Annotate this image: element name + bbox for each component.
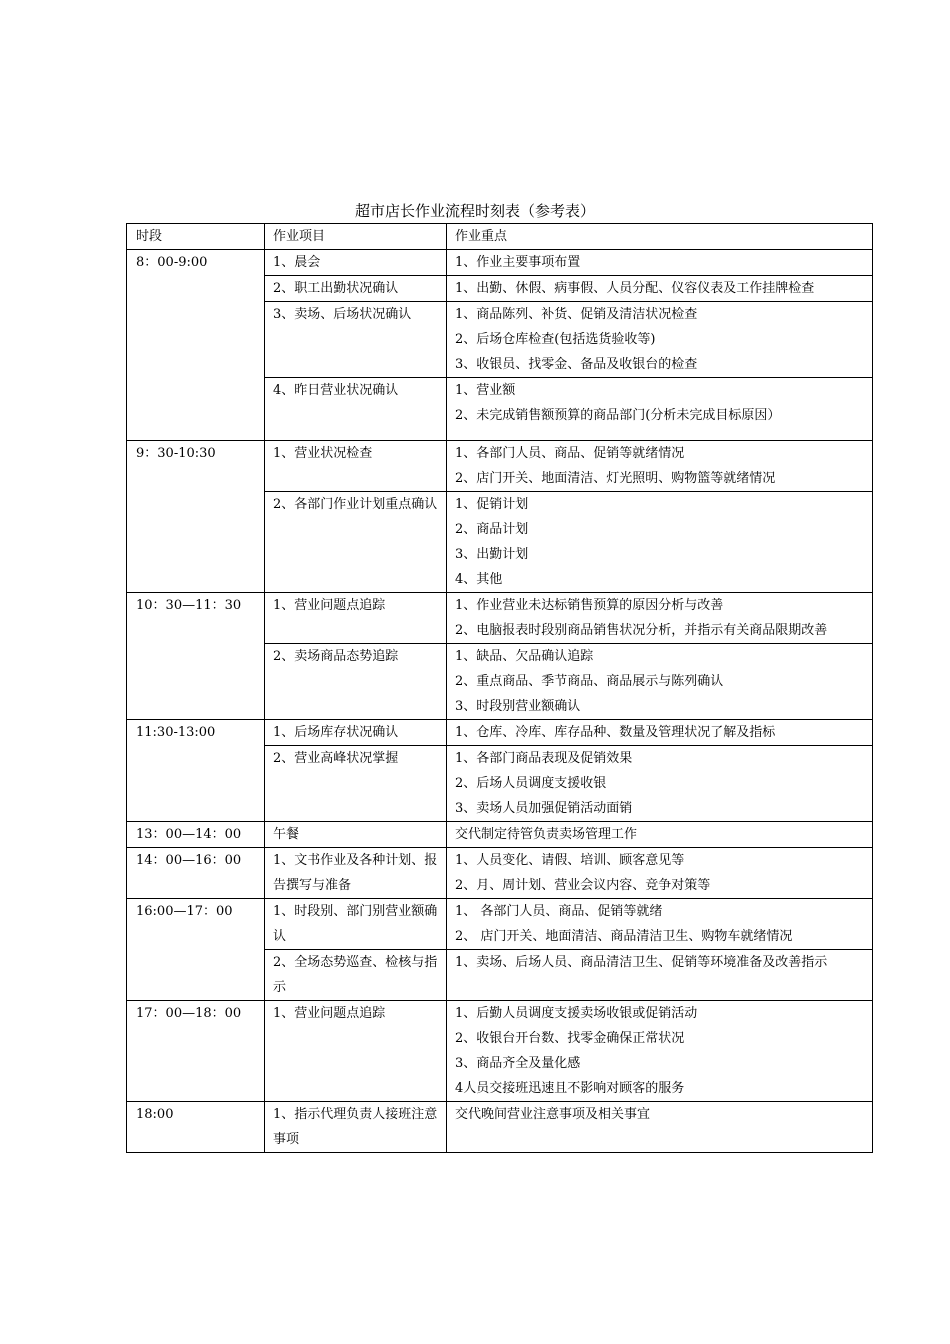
key-points-cell [447, 1001, 873, 1102]
key-point-line: 2、收银台开台数、找零金确保正常状况 [455, 1031, 685, 1046]
key-points-cell [447, 250, 873, 276]
task-text: 2、卖场商品态势追踪 [273, 649, 399, 664]
key-points-cell [447, 302, 873, 378]
key-points-cell [447, 848, 873, 899]
key-point-line: 1、卖场、后场人员、商品清洁卫生、促销等环境准备及改善指示 [455, 955, 828, 970]
key-point-line: 2、月、周计划、营业会议内容、竞争对策等 [455, 878, 711, 893]
time-slot-cell [127, 593, 265, 720]
time-slot-text: 18:00 [136, 1107, 174, 1122]
table-row [127, 822, 873, 848]
key-point-line: 1、作业主要事项布置 [455, 255, 581, 270]
key-points-cell [447, 492, 873, 593]
task-cell [265, 1001, 447, 1102]
time-slot-text: 13：00—14：00 [136, 827, 242, 842]
time-slot-cell [127, 1102, 265, 1153]
table-row [127, 720, 873, 746]
table-row [127, 250, 873, 276]
header-cell-task: 作业项目 [265, 224, 447, 250]
key-point-line: 3、商品齐全及量化感 [455, 1056, 581, 1071]
task-text: 1、营业问题点追踪 [273, 598, 386, 613]
task-text: 3、卖场、后场状况确认 [273, 307, 412, 322]
task-text: 2、营业高峰状况掌握 [273, 751, 399, 766]
time-slot-cell [127, 720, 265, 822]
task-cell [265, 899, 447, 950]
key-point-line: 2、店门开关、地面清洁、灯光照明、购物篮等就绪情况 [455, 471, 776, 486]
key-point-line: 1、缺品、欠品确认追踪 [455, 649, 594, 664]
key-point-line: 3、收银员、找零金、备品及收银台的检查 [455, 357, 698, 372]
key-points-cell [447, 644, 873, 720]
key-point-line: 2、商品计划 [455, 522, 529, 537]
key-point-line: 3、时段别营业额确认 [455, 699, 581, 714]
key-point-line: 1、促销计划 [455, 497, 529, 512]
key-point-line: 交代晚间营业注意事项及相关事宜 [455, 1107, 651, 1122]
key-point-line: 3、出勤计划 [455, 547, 529, 562]
time-slot-text: 8：00-9:00 [136, 255, 208, 270]
task-cell [265, 302, 447, 378]
task-cell [265, 1102, 447, 1153]
key-points-cell [447, 441, 873, 492]
table-row [127, 899, 873, 950]
key-points-cell [447, 899, 873, 950]
key-point-line: 2、重点商品、季节商品、商品展示与陈列确认 [455, 674, 724, 689]
key-point-line: 2、未完成销售额预算的商品部门(分析未完成目标原因） [455, 408, 781, 423]
task-text: 1、后场库存状况确认 [273, 725, 399, 740]
key-point-line: 交代制定待管负责卖场管理工作 [455, 827, 638, 842]
task-text: 2、各部门作业计划重点确认 [273, 497, 438, 512]
key-point-line: 1、商品陈列、补货、促销及清洁状况检查 [455, 307, 698, 322]
key-point-line: 1、 各部门人员、商品、促销等就绪 [455, 904, 663, 919]
key-point-line: 3、卖场人员加强促销活动面销 [455, 801, 633, 816]
task-cell [265, 250, 447, 276]
task-text: 1、晨会 [273, 255, 321, 270]
key-point-line: 1、各部门商品表现及促销效果 [455, 751, 633, 766]
time-slot-text: 17：00—18：00 [136, 1006, 242, 1021]
task-text: 1、营业问题点追踪 [273, 1006, 386, 1021]
schedule-table [126, 223, 873, 1153]
key-point-line: 1、营业额 [455, 383, 516, 398]
task-cell [265, 746, 447, 822]
key-points-cell [447, 1102, 873, 1153]
time-slot-text: 9：30-10:30 [136, 446, 216, 461]
key-points-cell [447, 378, 873, 441]
key-points-cell [447, 950, 873, 1001]
task-cell [265, 822, 447, 848]
time-slot-text: 16:00—17：00 [136, 904, 233, 919]
key-point-line: 4人员交接班迅速且不影响对顾客的服务 [455, 1081, 685, 1096]
table-row [127, 441, 873, 492]
table-row [127, 1102, 873, 1153]
key-point-line: 1、仓库、冷库、库存品种、数量及管理状况了解及指标 [455, 725, 776, 740]
time-slot-cell [127, 848, 265, 899]
task-text: 午餐 [273, 827, 300, 842]
task-cell [265, 950, 447, 1001]
header-cell-points: 作业重点 [447, 224, 873, 250]
key-points-cell [447, 822, 873, 848]
key-points-cell [447, 720, 873, 746]
task-cell [265, 276, 447, 302]
time-slot-cell [127, 250, 265, 441]
task-text: 1、文书作业及各种计划、报告撰写与准备 [273, 853, 438, 893]
key-point-line: 1、出勤、休假、病事假、人员分配、仪容仪表及工作挂牌检查 [455, 281, 815, 296]
task-text: 4、昨日营业状况确认 [273, 383, 399, 398]
task-cell [265, 848, 447, 899]
key-point-line: 2、 店门开关、地面清洁、商品清洁卫生、购物车就绪情况 [455, 929, 793, 944]
key-point-line: 1、各部门人员、商品、促销等就绪情况 [455, 446, 685, 461]
time-slot-text: 10：30—11：30 [136, 598, 242, 613]
key-point-line: 2、后场人员调度支援收银 [455, 776, 607, 791]
key-point-line: 2、后场仓库检查(包括选货验收等) [455, 332, 656, 347]
task-text: 2、职工出勤状况确认 [273, 281, 399, 296]
table-row [127, 1001, 873, 1102]
task-cell [265, 593, 447, 644]
key-point-line: 2、电脑报表时段别商品销售状况分析，并指示有关商品限期改善 [455, 623, 828, 638]
task-text: 1、时段别、部门别营业额确认 [273, 904, 438, 944]
key-point-line: 1、人员变化、请假、培训、顾客意见等 [455, 853, 685, 868]
key-points-cell [447, 746, 873, 822]
time-slot-cell [127, 822, 265, 848]
time-slot-cell [127, 1001, 265, 1102]
header-cell-time: 时段 [127, 224, 265, 250]
document-title: 超市店长作业流程时刻表（参考表） [354, 202, 595, 220]
table-row [127, 593, 873, 644]
task-cell [265, 720, 447, 746]
time-slot-text: 14：00—16：00 [136, 853, 242, 868]
task-text: 1、营业状况检查 [273, 446, 373, 461]
key-points-cell [447, 593, 873, 644]
key-point-line: 4、其他 [455, 572, 503, 587]
task-cell [265, 492, 447, 593]
blank-spacer [455, 428, 869, 440]
task-cell [265, 644, 447, 720]
table-row [127, 848, 873, 899]
key-point-line: 1、后勤人员调度支援卖场收银或促销活动 [455, 1006, 698, 1021]
header-row [127, 224, 873, 250]
key-point-line: 1、作业营业未达标销售预算的原因分析与改善 [455, 598, 724, 613]
task-text: 2、全场态势巡查、检核与指示 [273, 955, 438, 995]
time-slot-text: 11:30-13:00 [136, 725, 216, 740]
time-slot-cell [127, 899, 265, 1001]
task-cell [265, 378, 447, 441]
key-points-cell [447, 276, 873, 302]
time-slot-cell [127, 441, 265, 593]
task-cell [265, 441, 447, 492]
task-text: 1、指示代理负责人接班注意事项 [273, 1107, 438, 1147]
